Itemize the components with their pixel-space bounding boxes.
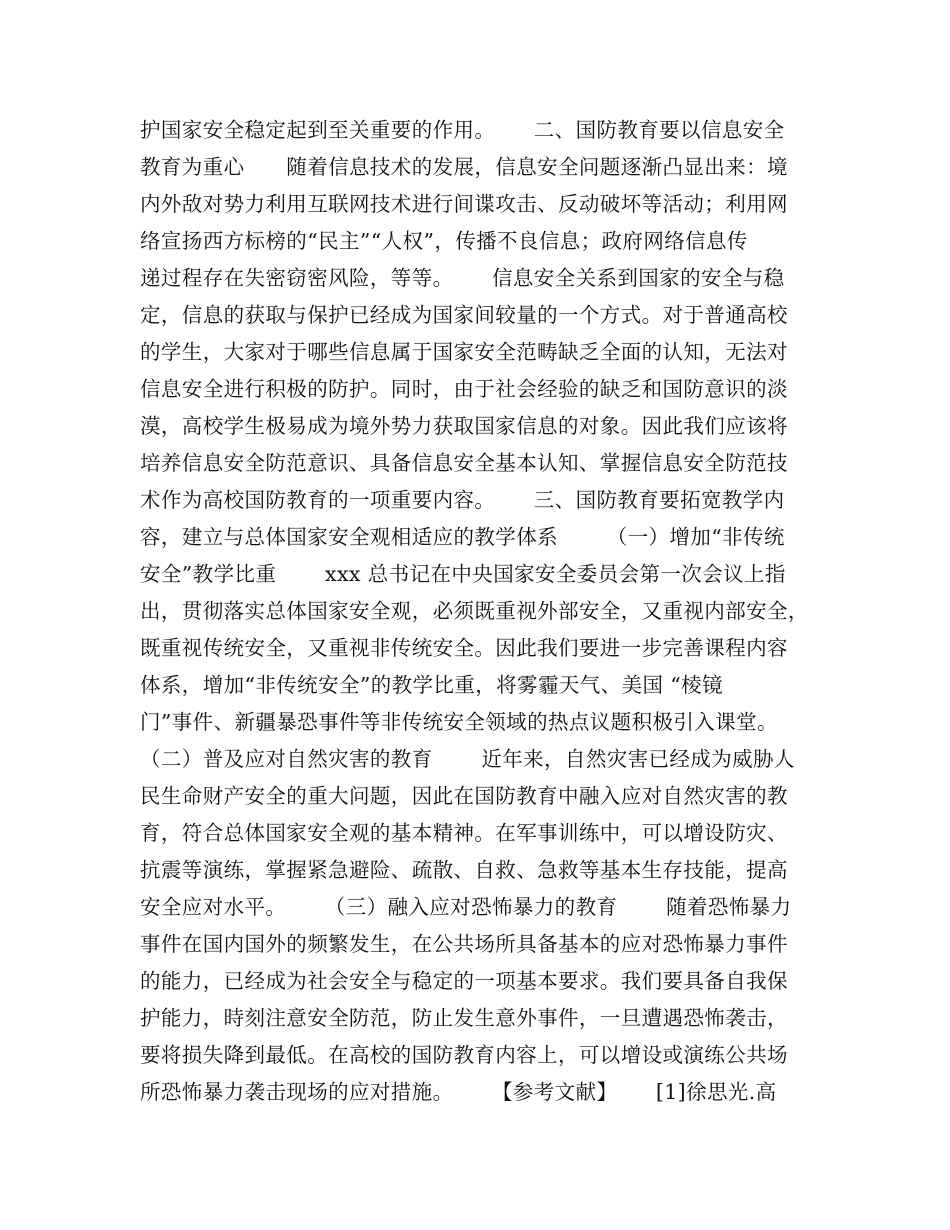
- text-line: 所恐怖暴力袭击现场的应对措施。 【参考文献】 [1]徐思光.高: [140, 1080, 777, 1104]
- text-line: 的学生，大家对于哪些信息属于国家安全范畴缺乏全面的认知，无法对: [140, 340, 788, 364]
- text-line: （二）普及应对自然灾害的教育 近年来，自然灾害已经成为威胁人: [140, 747, 795, 771]
- text-line: 络宣扬西方标榜的“民主”“人权”，传播不良信息；政府网络信息传: [140, 229, 748, 253]
- text-line: 漠，高校学生极易成为境外势力获取国家信息的对象。因此我们应该将: [140, 414, 788, 438]
- text-line: 护国家安全稳定起到至关重要的作用。 二、国防教育要以信息安全: [140, 118, 785, 142]
- text-line: 安全应对水平。 （三）融入应对恐怖暴力的教育 随着恐怖暴力: [140, 895, 792, 919]
- text-line: 育，符合总体国家安全观的基本精神。在军事训练中，可以增设防灾、: [140, 821, 788, 845]
- text-line: 容，建立与总体国家安全观相适应的教学体系 （一）增加“非传统: [140, 525, 785, 549]
- text-line: 定，信息的获取与保护已经成为国家间较量的一个方式。对于普通高校: [140, 303, 788, 327]
- text-line: 培养信息安全防范意识、具备信息安全基本认知、掌握信息安全防范技: [140, 451, 788, 475]
- text-line: 民生命财产安全的重大问题，因此在国防教育中融入应对自然灾害的教: [140, 784, 788, 808]
- text-line: 安全”教学比重 xxx 总书记在中央国家安全委员会第一次会议上指: [140, 562, 786, 586]
- text-line: 体系，增加“非传统安全”的教学比重，将雾霾天气、美国 “棱镜: [140, 673, 723, 697]
- text-line: 信息安全进行积极的防护。同时，由于社会经验的缺乏和国防意识的淡: [140, 377, 788, 401]
- text-line: 抗震等演练，掌握紧急避险、疏散、自救、急救等基本生存技能，提高: [140, 858, 788, 882]
- text-line: 门”事件、新疆暴恐事件等非传统安全领域的热点议题积极引入课堂。: [140, 710, 778, 734]
- text-line: 事件在国内国外的频繁发生，在公共场所具备基本的应对恐怖暴力事件: [140, 932, 788, 956]
- text-line: 的能力，已经成为社会安全与稳定的一项基本要求。我们要具备自我保: [140, 969, 788, 993]
- text-line: 递过程存在失密窃密风险，等等。 信息安全关系到国家的安全与稳: [140, 266, 785, 290]
- text-line: 出，贯彻落实总体国家安全观，必须既重视外部安全，又重视内部安全，: [140, 599, 809, 623]
- body-text: [140, 112, 820, 1111]
- text-line: 术作为高校国防教育的一项重要内容。 三、国防教育要拓宽教学内: [140, 488, 785, 512]
- text-line: 教育为重心 随着信息技术的发展，信息安全问题逐渐凸显出来：境: [140, 155, 788, 179]
- text-line: 要将损失降到最低。在高校的国防教育内容上，可以增设或演练公共场: [140, 1043, 788, 1067]
- text-line: 护能力，時刻注意安全防范，防止发生意外事件，一旦遭遇恐怖袭击，: [140, 1006, 788, 1030]
- text-line: 内外敌对势力利用互联网技术进行间谍攻击、反动破坏等活动；利用网: [140, 192, 788, 216]
- text-line: 既重视传统安全，又重视非传统安全。因此我们要进一步完善课程内容: [140, 636, 788, 660]
